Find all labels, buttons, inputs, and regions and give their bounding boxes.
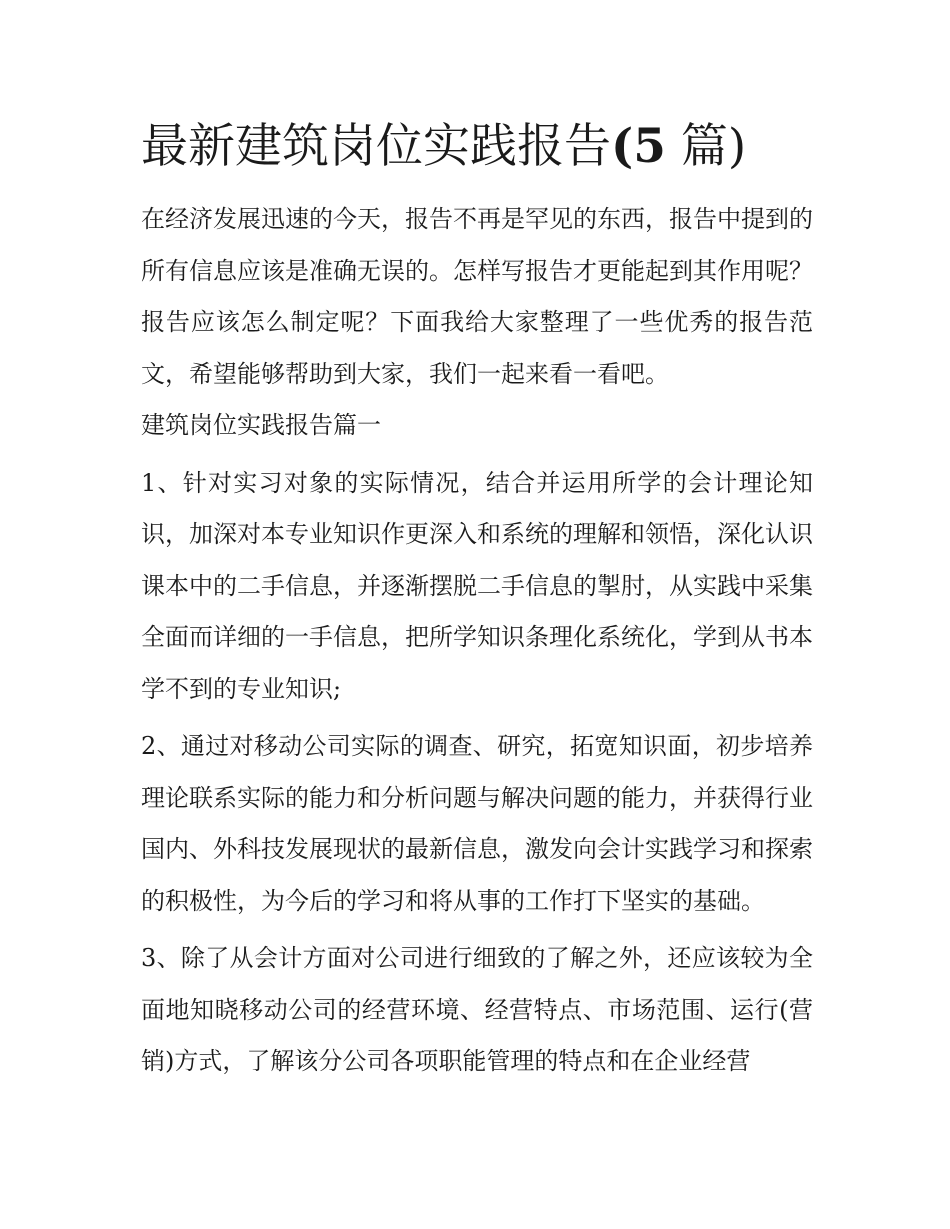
intro-paragraph: 在经济发展迅速的今天，报告不再是罕见的东西，报告中提到的所有信息应该是准确无误的。怎样写报告才更能起到其作用呢？报告应该怎么制定呢？下面我给大家整理了一些优秀的报告范文，希望能够帮助到大家，我们一起来看一看吧。 bbox=[141, 205, 813, 388]
list-item-1: 1、针对实习对象的实际情况，结合并运用所学的会计理论知识，加深对本专业知识作更深入和系统的理解和领悟，深化认识课本中的二手信息，并逐渐摆脱二手信息的掣肘，从实践中采集全面而详细的一手信息，把所学知识条理化系统化，学到从书本学不到的专业知识; bbox=[141, 468, 813, 703]
section-heading: 建筑岗位实践报告篇一 bbox=[141, 411, 381, 439]
document-title bbox=[141, 118, 813, 176]
title-text: 最新建筑岗位实践报告 bbox=[141, 119, 611, 174]
title-number: (5 bbox=[611, 119, 666, 174]
list-item-3: 3、除了从会计方面对公司进行细致的了解之外，还应该较为全面地知晓移动公司的经营环境、经营特点、市场范围、运行(营销)方式，了解该分公司各项职能管理的特点和在企业经营 bbox=[141, 944, 813, 1075]
list-item-2: 2、通过对移动公司实际的调查、研究，拓宽知识面，初步培养理论联系实际的能力和分析问题与解决问题的能力，并获得行业国内、外科技发展现状的最新信息，激发向会计实践学习和探索的积极性，为今后的学习和将从事的工作打下坚实的基础。 bbox=[141, 732, 813, 915]
title-suffix: 篇) bbox=[665, 119, 747, 174]
document-body bbox=[141, 118, 813, 1088]
